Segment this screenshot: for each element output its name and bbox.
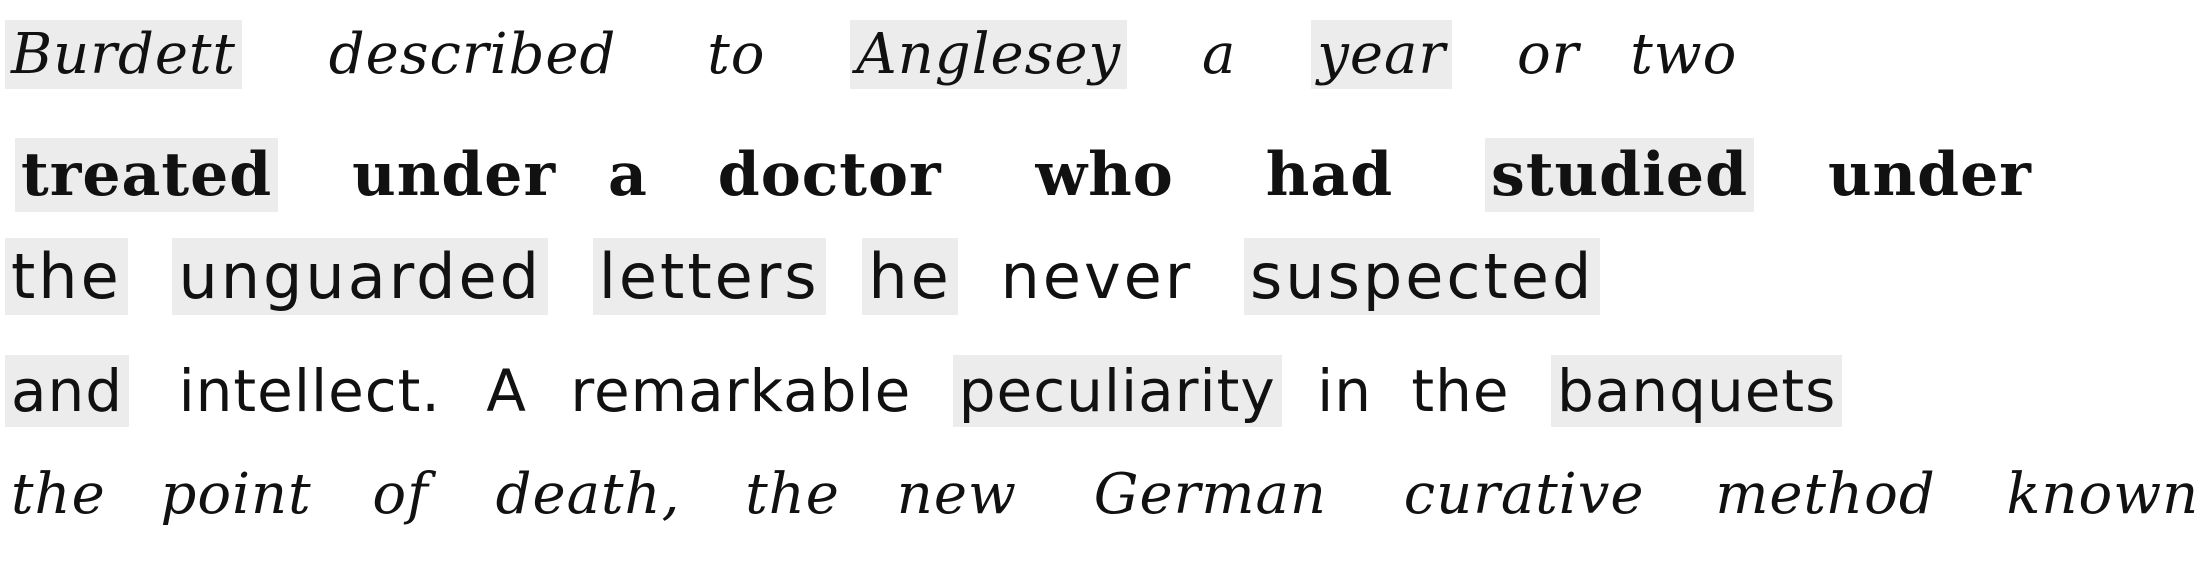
word: peculiarity <box>953 355 1282 427</box>
word: had <box>1265 140 1394 210</box>
word: studied <box>1485 138 1754 212</box>
word: or <box>1516 22 1580 87</box>
word: known <box>2006 462 2200 527</box>
text-line-4 <box>5 355 1842 455</box>
word: and <box>5 355 129 427</box>
word: year <box>1311 20 1452 89</box>
word: German <box>1093 462 1327 527</box>
word: curative <box>1403 462 1645 527</box>
word: never <box>1000 240 1194 313</box>
word: under <box>352 140 557 210</box>
text-line-2 <box>15 138 2038 238</box>
word: the <box>745 462 840 527</box>
word: under <box>1827 140 2032 210</box>
word: to <box>707 22 766 87</box>
word: doctor <box>717 140 942 210</box>
word: a <box>607 140 648 210</box>
word: treated <box>15 138 278 212</box>
word: A <box>486 357 527 425</box>
word: suspected <box>1244 238 1600 315</box>
word: intellect. <box>178 357 441 425</box>
word: remarkable <box>570 357 912 425</box>
word: the <box>5 238 128 315</box>
word: Anglesey <box>850 20 1127 89</box>
word: a <box>1201 22 1237 87</box>
text-line-1 <box>5 20 1743 120</box>
word: method <box>1715 462 1936 527</box>
word: in <box>1317 357 1372 425</box>
word: new <box>896 462 1017 527</box>
word: letters <box>593 238 826 315</box>
word: the <box>1411 357 1510 425</box>
word: two <box>1630 22 1738 87</box>
word: unguarded <box>172 238 548 315</box>
word: point <box>160 462 312 527</box>
word: he <box>862 238 957 315</box>
word: described <box>328 22 617 87</box>
word: the <box>11 462 106 527</box>
word: of <box>372 462 429 527</box>
word: death, <box>495 462 681 527</box>
text-line-5 <box>5 460 2205 560</box>
word: banquets <box>1551 355 1842 427</box>
text-line-3 <box>5 238 1600 338</box>
word: who <box>1035 140 1174 210</box>
word: Burdett <box>5 20 242 89</box>
